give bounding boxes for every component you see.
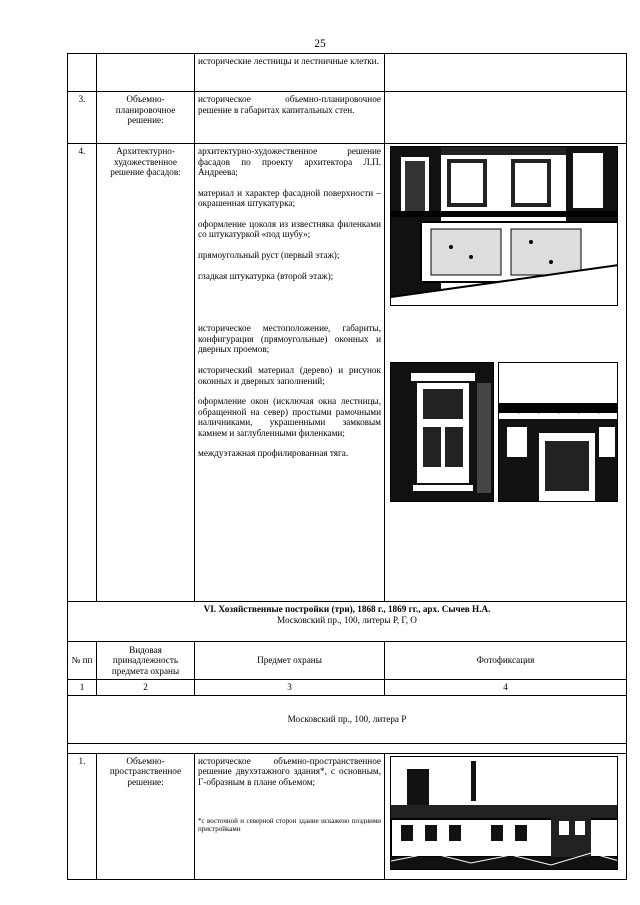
row-number: 3. bbox=[68, 92, 97, 144]
column-header: Видовая принадлежность предмета охраны bbox=[97, 642, 195, 680]
protected-item: историческое объемно-пространственное решение двухэтажного здания*, с основным, Г-образным в плане объемом; bbox=[198, 755, 381, 787]
page-number: 25 bbox=[314, 38, 326, 50]
column-header: Предмет охраны bbox=[195, 642, 385, 680]
protected-item: историческое объемно-планировочное решение в габаритах капитальных стен. bbox=[195, 92, 385, 144]
protected-items-list bbox=[195, 144, 385, 602]
row-number: 1. bbox=[68, 753, 97, 879]
protected-item: исторические лестницы и лестничные клетки. bbox=[195, 54, 385, 92]
section-subtitle: Московский пр., 100, литеры Р, Г, О bbox=[277, 614, 417, 625]
building-photo bbox=[390, 756, 618, 870]
protected-item: прямоугольный руст (первый этаж); bbox=[198, 250, 340, 261]
column-number: 2 bbox=[97, 680, 195, 696]
protected-item: материал и характер фасадной поверхности – окрашенная штукатурка; bbox=[198, 187, 381, 209]
item-type: Архитектурно-художественное решение фасадов: bbox=[97, 144, 195, 602]
monument-table bbox=[67, 53, 627, 880]
column-number: 4 bbox=[385, 680, 627, 696]
photo-cell bbox=[385, 753, 627, 879]
subsection-row bbox=[68, 695, 627, 743]
section-heading-row bbox=[68, 602, 627, 642]
column-number: 1 bbox=[68, 680, 97, 696]
footnote: *с восточной и северной сторон здание искажено поздними пристройками bbox=[198, 817, 381, 834]
subsection-title: Московский пр., 100, литера Р bbox=[68, 695, 627, 743]
row-number: 4. bbox=[68, 144, 97, 602]
protected-item: историческое местоположение, габариты, конфигурация (прямоугольные) оконных и дверных проемов; bbox=[198, 323, 381, 355]
window-photo bbox=[390, 362, 494, 502]
item-type: Объемно-пространственное решение: bbox=[97, 753, 195, 879]
protected-item: оформление окон (исключая окна лестницы, обращенной на север) простыми рамочными наличниками, украшенными замковым камнем и заглубленными филенками; bbox=[198, 396, 381, 438]
header-row bbox=[68, 642, 627, 680]
table-row bbox=[68, 144, 627, 602]
table-row bbox=[68, 753, 627, 879]
protected-item: гладкая штукатурка (второй этаж); bbox=[198, 270, 334, 281]
numbering-row bbox=[68, 680, 627, 696]
item-type: Объемно-планировочное решение: bbox=[97, 92, 195, 144]
photo-cell bbox=[385, 144, 627, 602]
protected-item: междуэтажная профилированная тяга. bbox=[198, 448, 349, 459]
section-title: VI. Хозяйственные постройки (три), 1868 г., 1869 гг., арх. Сычев Н.А. bbox=[203, 604, 491, 614]
facade-photo bbox=[390, 146, 618, 306]
protected-item: оформление цоколя из известняка филенками со штукатуркой «под шубу»; bbox=[198, 218, 381, 240]
table-row bbox=[68, 92, 627, 144]
door-photo bbox=[498, 362, 618, 502]
protected-item: архитектурно-художественное решение фасадов по проекту архитектора Л.П. Андреева; bbox=[198, 146, 381, 178]
protected-item: исторический материал (дерево) и рисунок оконных и дверных заполнений; bbox=[198, 364, 381, 386]
column-header: Фотофиксация bbox=[385, 642, 627, 680]
table-row bbox=[68, 743, 627, 753]
column-number: 3 bbox=[195, 680, 385, 696]
column-header: № пп bbox=[68, 642, 97, 680]
table-row bbox=[68, 54, 627, 92]
